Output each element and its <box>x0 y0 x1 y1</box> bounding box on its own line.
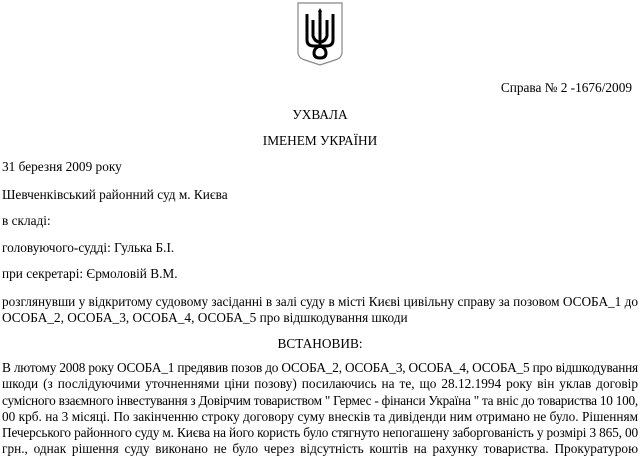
body-line: грн., однак рішення суду виконано не було через відсутність коштів на рахунку товариства. Прокуратурою <box>2 441 638 457</box>
intro-paragraph <box>2 294 638 327</box>
composition-label: в складі: <box>2 213 51 228</box>
coat-of-arms-icon <box>297 2 343 66</box>
intro-line: ОСОБА_2, ОСОБА_3, ОСОБА_4, ОСОБА_5 про відшкодування шкоди <box>2 310 408 326</box>
body-line: В лютому 2008 року ОСОБА_1 предявив позов до ОСОБА_2, ОСОБА_3, ОСОБА_4, ОСОБА_5 про відшкодування <box>2 360 638 375</box>
case-number: Справа № 2 -1676/2009 <box>500 80 632 95</box>
body-line: 00 крб. на 3 місяці. По закінченню строку договору суму внесків та дивіденди ним отримано не було. Рішенням <box>2 408 638 424</box>
court-secretary: при секретарі: Єрмоловій В.М. <box>2 266 178 281</box>
established-heading: ВСТАНОВИВ: <box>277 336 363 351</box>
body-line: шкоди (з послідуючими уточненнями ціни позову) посилаючись на те, що 28.12.1994 року він уклав договір <box>2 376 638 392</box>
body-line: сумісного взаємного інвестування з Довірчим товариством " Гермес - фінанси Україна " та вніс до товариства 10 100, <box>2 392 638 408</box>
court-name: Шевченківський районний суд м. Києва <box>2 187 228 202</box>
body-line: Печерського районного суду м. Києва на його користь було стягнуто непогашену заборгованість у розмірі 3 865, 00 <box>2 425 638 441</box>
document-subtitle: ІМЕНЕМ УКРАЇНИ <box>262 133 378 148</box>
presiding-judge: головуючого-судді: Гулька Б.І. <box>2 240 175 255</box>
document-title: УХВАЛА <box>292 107 348 122</box>
body-paragraph <box>2 360 638 458</box>
intro-line: розглянувши у відкритому судовому засіданні в залі суду в місті Києві цивільну справу за позовом ОСОБА_1 до <box>2 294 638 309</box>
document-date: 31 березня 2009 року <box>2 159 122 174</box>
